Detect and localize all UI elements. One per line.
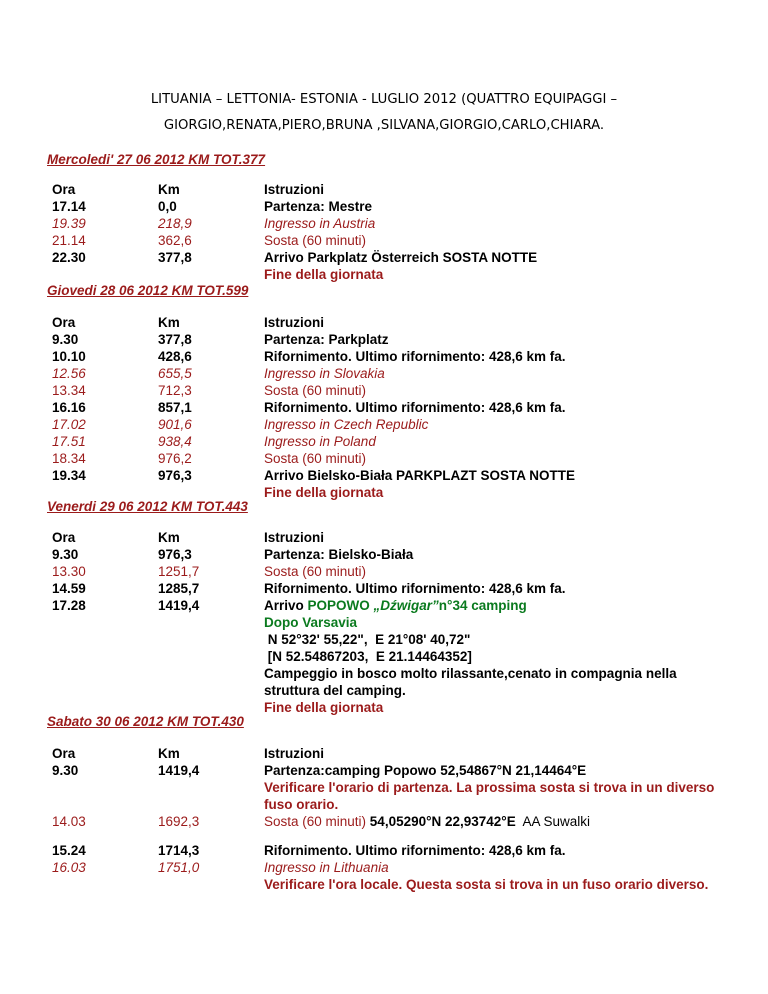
verify-local-time <box>0 876 768 910</box>
header-istruzioni: Istruzioni <box>264 315 324 330</box>
coordinates-dms <box>0 631 768 648</box>
cell-ora: 22.30 <box>52 250 86 265</box>
table-row <box>0 580 768 597</box>
title-line-1: LITUANIA – LETTONIA- ESTONIA - LUGLIO 2012 (QUATTRO EQUIPAGGI – <box>150 92 618 107</box>
end-of-day-label: Fine della giornata <box>264 267 384 282</box>
table-row <box>0 433 768 450</box>
table-row <box>0 331 768 348</box>
cell-ora: 10.10 <box>52 349 86 364</box>
coord-decimal: [N 52.54867203, E 21.14464352] <box>264 649 472 664</box>
cell-ora: 16.03 <box>52 860 86 875</box>
cell-km: 1251,7 <box>158 564 200 579</box>
cell-km: 901,6 <box>158 417 192 432</box>
table-row <box>0 467 768 484</box>
cell-ora: 14.03 <box>52 814 86 829</box>
cell-istruzioni: Sosta (60 minuti) <box>264 564 367 579</box>
end-of-day <box>0 266 768 283</box>
cell-istruzioni: Ingresso in Slovakia <box>264 366 385 381</box>
cell-km: 976,3 <box>158 547 192 562</box>
arrivo-place: POPOWO <box>307 598 374 613</box>
cell-istruzioni <box>264 597 734 614</box>
header-km: Km <box>158 746 180 761</box>
cell-istruzioni: Partenza: Mestre <box>264 199 373 214</box>
table-row <box>0 348 768 365</box>
cell-ora: 9.30 <box>52 332 79 347</box>
arrivo-name: „Dźwigar” <box>373 598 439 613</box>
table-row <box>0 859 768 876</box>
day2-header: Giovedi 28 06 2012 KM TOT.599 <box>47 283 249 298</box>
day3-column-headers <box>0 529 768 546</box>
cell-km: 428,6 <box>158 349 192 364</box>
cell-ora: 19.39 <box>52 216 86 231</box>
cell-km: 1692,3 <box>158 814 200 829</box>
cell-istruzioni: Rifornimento. Ultimo rifornimento: 428,6 km fa. <box>264 843 566 858</box>
header-ora: Ora <box>52 182 76 197</box>
table-row <box>0 198 768 215</box>
table-row <box>0 813 768 830</box>
note-text: Campeggio in bosco molto rilassante,cenato in compagnia nella struttura del camping. <box>264 666 677 698</box>
header-ora: Ora <box>52 315 76 330</box>
day1-column-headers <box>0 181 768 198</box>
table-row <box>0 597 768 614</box>
cell-ora: 14.59 <box>52 581 86 596</box>
cell-km: 377,8 <box>158 332 192 347</box>
header-ora: Ora <box>52 746 76 761</box>
table-row <box>0 762 768 779</box>
cell-ora: 18.34 <box>52 451 86 466</box>
cell-km: 1751,0 <box>158 860 200 875</box>
cell-istruzioni: Ingresso in Poland <box>264 434 376 449</box>
cell-ora: 17.28 <box>52 598 86 613</box>
dopo-label: Dopo Varsavia <box>264 615 358 630</box>
day4-header: Sabato 30 06 2012 KM TOT.430 <box>47 714 244 729</box>
title-line-2: GIORGIO,RENATA,PIERO,BRUNA ,SILVANA,GIORGIO,CARLO,CHIARA. <box>163 118 605 133</box>
table-row <box>0 563 768 580</box>
cell-km: 712,3 <box>158 383 192 398</box>
table-row <box>0 546 768 563</box>
header-istruzioni: Istruzioni <box>264 530 324 545</box>
header-istruzioni: Istruzioni <box>264 182 324 197</box>
table-row <box>0 382 768 399</box>
cell-istruzioni: Partenza: Bielsko-Biała <box>264 547 414 562</box>
cell-istruzioni: Ingresso in Austria <box>264 216 376 231</box>
cell-istruzioni: Sosta (60 minuti) <box>264 383 367 398</box>
header-istruzioni: Istruzioni <box>264 746 324 761</box>
cell-ora: 12.56 <box>52 366 86 381</box>
cell-ora: 17.02 <box>52 417 86 432</box>
cell-km: 377,8 <box>158 250 192 265</box>
cell-istruzioni: Partenza:camping Popowo 52,54867°N 21,14464°E <box>264 763 587 778</box>
day2-column-headers <box>0 314 768 331</box>
day3-header: Venerdi 29 06 2012 KM TOT.443 <box>47 499 248 514</box>
cell-istruzioni: Sosta (60 minuti) <box>264 233 367 248</box>
cell-ora: 17.14 <box>52 199 86 214</box>
cell-istruzioni: Ingresso in Czech Republic <box>264 417 429 432</box>
header-ora: Ora <box>52 530 76 545</box>
table-row <box>0 450 768 467</box>
arrivo-prefix: Arrivo <box>264 598 308 613</box>
cell-km: 938,4 <box>158 434 192 449</box>
cell-km: 218,9 <box>158 216 192 231</box>
verify-departure <box>0 779 768 813</box>
day1-header: Mercoledi' 27 06 2012 KM TOT.377 <box>47 152 266 167</box>
cell-istruzioni: Rifornimento. Ultimo rifornimento: 428,6 km fa. <box>264 581 566 596</box>
header-km: Km <box>158 182 180 197</box>
cell-ora: 15.24 <box>52 843 86 858</box>
table-row <box>0 365 768 382</box>
cell-istruzioni <box>264 813 734 830</box>
cell-istruzioni: Rifornimento. Ultimo rifornimento: 428,6 km fa. <box>264 349 566 364</box>
cell-istruzioni: Partenza: Parkplatz <box>264 332 389 347</box>
camping-note <box>0 665 768 699</box>
header-km: Km <box>158 530 180 545</box>
cell-km: 1714,3 <box>158 843 200 858</box>
arrivo-suffix: n°34 camping <box>438 598 527 613</box>
coordinates-decimal <box>0 648 768 665</box>
cell-ora: 9.30 <box>52 547 79 562</box>
cell-istruzioni: Arrivo Parkplatz Österreich SOSTA NOTTE <box>264 250 538 265</box>
cell-km: 1419,4 <box>158 598 200 613</box>
cell-km: 1285,7 <box>158 581 200 596</box>
table-row <box>0 249 768 266</box>
cell-ora: 19.34 <box>52 468 86 483</box>
header-km: Km <box>158 315 180 330</box>
cell-ora: 16.16 <box>52 400 86 415</box>
sosta-coords: 54,05290°N 22,93742°E <box>369 814 516 829</box>
dopo-varsavia <box>0 614 768 631</box>
cell-km: 976,3 <box>158 468 192 483</box>
coord-dms: N 52°32' 55,22", E 21°08' 40,72" <box>264 632 471 647</box>
table-row <box>0 416 768 433</box>
cell-ora: 9.30 <box>52 763 79 778</box>
cell-km: 655,5 <box>158 366 192 381</box>
cell-istruzioni: Rifornimento. Ultimo rifornimento: 428,6 km fa. <box>264 400 566 415</box>
cell-ora: 21.14 <box>52 233 86 248</box>
cell-km: 1419,4 <box>158 763 200 778</box>
end-of-day-label: Fine della giornata <box>264 700 384 715</box>
cell-km: 362,6 <box>158 233 192 248</box>
table-row <box>0 232 768 249</box>
sosta-text: Sosta (60 minuti) <box>264 814 370 829</box>
table-row <box>0 399 768 416</box>
sosta-place: AA Suwalki <box>515 814 591 829</box>
cell-km: 857,1 <box>158 400 192 415</box>
day4-column-headers <box>0 745 768 762</box>
cell-istruzioni: Arrivo Bielsko-Biała PARKPLAZT SOSTA NOTTE <box>264 468 576 483</box>
cell-ora: 17.51 <box>52 434 86 449</box>
table-row <box>0 215 768 232</box>
table-row <box>0 842 768 859</box>
end-of-day-label: Fine della giornata <box>264 485 384 500</box>
cell-ora: 13.30 <box>52 564 86 579</box>
cell-km: 0,0 <box>158 199 177 214</box>
cell-istruzioni: Sosta (60 minuti) <box>264 451 367 466</box>
verify-departure-text: Verificare l'orario di partenza. La prossima sosta si trova in un diverso fuso orario. <box>264 780 715 812</box>
cell-istruzioni: Ingresso in Lithuania <box>264 860 389 875</box>
cell-ora: 13.34 <box>52 383 86 398</box>
cell-km: 976,2 <box>158 451 192 466</box>
verify-local-time-text: Verificare l'ora locale. Questa sosta si trova in un fuso orario diverso. <box>264 877 709 892</box>
